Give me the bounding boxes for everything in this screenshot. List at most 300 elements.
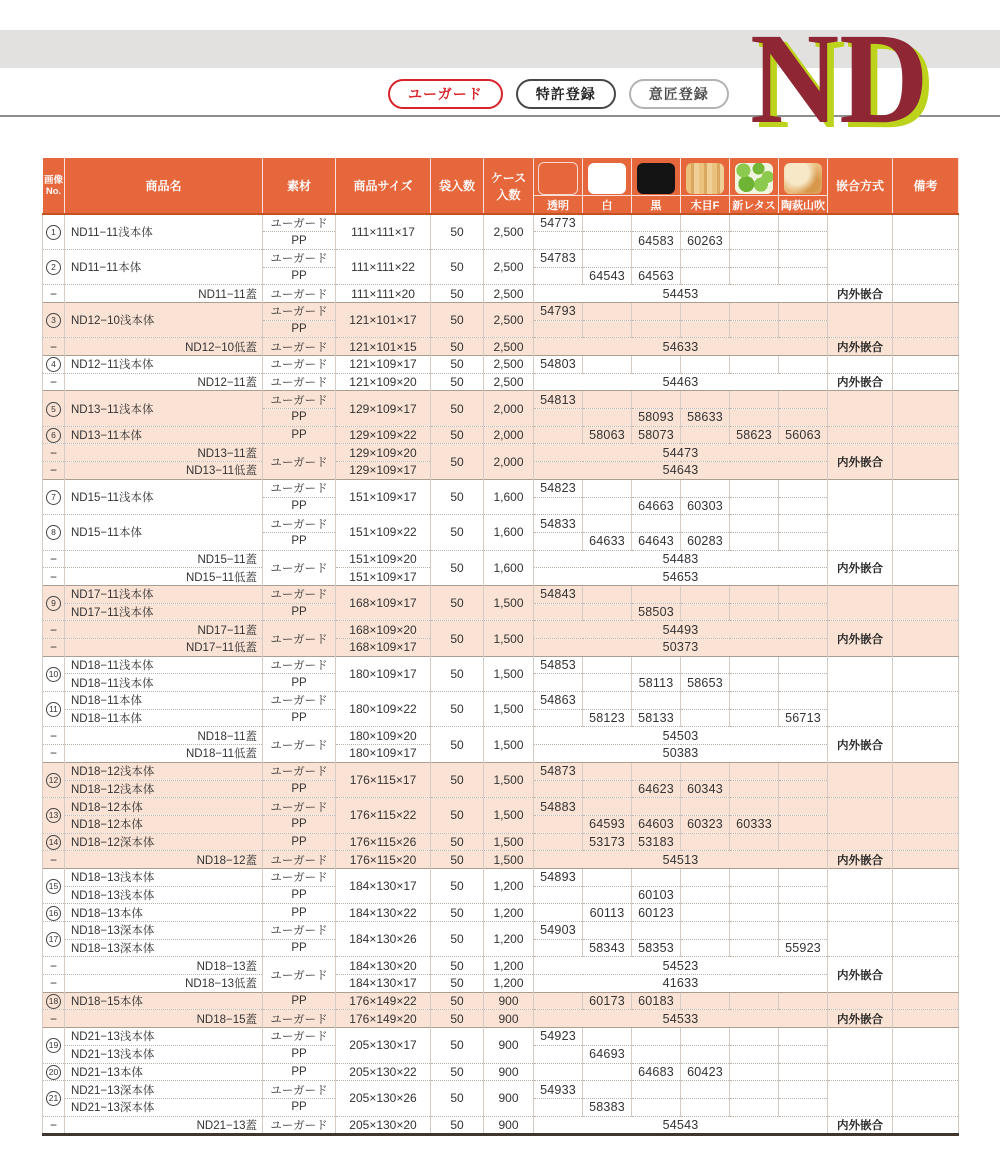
cell-note (893, 1063, 959, 1081)
image-no-circled: 14 (46, 835, 61, 850)
image-no-circled: 20 (46, 1065, 61, 1080)
cell-image-no (43, 868, 65, 903)
cell-code-shiro (583, 391, 632, 409)
cell-code-lettuce (730, 674, 779, 692)
image-no-circled: 4 (46, 357, 61, 372)
cell-material: PP (263, 267, 336, 285)
cell-size: 184×130×26 (336, 922, 431, 957)
image-no-circled: 3 (46, 313, 61, 328)
cell-size: 121×101×15 (336, 338, 431, 356)
cell-code-lettuce (730, 886, 779, 904)
cell-code-kuro (632, 1081, 681, 1099)
table-row (43, 479, 959, 497)
badge-group (388, 79, 729, 109)
cell-code-lettuce (730, 656, 779, 674)
cell-size: 184×130×20 (336, 957, 431, 975)
cell-material: ユーガード (263, 727, 336, 762)
cell-code-tomei (534, 320, 583, 338)
cell-fit (828, 1028, 893, 1063)
cell-note (893, 656, 959, 691)
table-row (43, 922, 959, 940)
cell-image-no (43, 356, 65, 374)
cell-bag-count: 50 (431, 1028, 484, 1063)
cell-material: ユーガード (263, 656, 336, 674)
table-row (43, 904, 959, 922)
cell-note (893, 1010, 959, 1028)
cell-material: PP (263, 709, 336, 727)
cell-code-tomei (534, 409, 583, 427)
cell-product-name: ND18−13浅本体 (65, 868, 263, 886)
cell-material: ユーガード (263, 479, 336, 497)
cell-code-kuro: 58073 (632, 426, 681, 444)
cell-note (893, 727, 959, 762)
cell-material: ユーガード (263, 957, 336, 992)
cell-code-mokume (681, 320, 730, 338)
cell-fit (828, 868, 893, 903)
cell-product-name: ND17−11浅本体 (65, 585, 263, 603)
table-row (43, 1010, 959, 1028)
image-no-circled: 1 (46, 225, 61, 240)
cell-code-shiro (583, 214, 632, 232)
cell-material: PP (263, 1098, 336, 1116)
cell-code-mokume (681, 1045, 730, 1063)
cell-code-yamabuki (779, 532, 828, 550)
cell-bag-count: 50 (431, 1010, 484, 1028)
cell-image-no (43, 798, 65, 833)
cell-note (893, 1116, 959, 1134)
cell-code-shiro (583, 603, 632, 621)
cell-note (893, 957, 959, 992)
cell-code-tomei: 54893 (534, 868, 583, 886)
cell-code-mokume (681, 356, 730, 374)
cell-code-lettuce (730, 214, 779, 232)
cell-code-mokume (681, 833, 730, 851)
cell-bag-count: 50 (431, 868, 484, 903)
cell-product-name: ND18−11低蓋 (65, 745, 263, 763)
cell-code-span: 54503 (534, 727, 828, 745)
cell-code-tomei (534, 532, 583, 550)
cell-case-count: 2,500 (484, 356, 534, 374)
cell-code-kuro (632, 762, 681, 780)
cell-code-shiro (583, 1028, 632, 1046)
cell-code-lettuce (730, 1081, 779, 1099)
cell-code-shiro: 58123 (583, 709, 632, 727)
cell-material: ユーガード (263, 338, 336, 356)
table-row (43, 214, 959, 232)
cell-code-kuro: 60103 (632, 886, 681, 904)
cell-case-count: 1,500 (484, 656, 534, 691)
col-header-product-name: 商品名 (65, 158, 263, 215)
cell-code-lettuce: 58623 (730, 426, 779, 444)
cell-product-name: ND18−13低蓋 (65, 975, 263, 993)
cell-code-mokume (681, 391, 730, 409)
cell-bag-count: 50 (431, 1081, 484, 1116)
cell-case-count: 2,000 (484, 391, 534, 426)
image-no-circled: 8 (46, 525, 61, 540)
cell-case-count: 900 (484, 1028, 534, 1063)
image-no-circled: 10 (46, 667, 61, 682)
cell-code-tomei: 54923 (534, 1028, 583, 1046)
table-row (43, 444, 959, 462)
cell-code-lettuce (730, 585, 779, 603)
cell-product-name: ND17−11蓋 (65, 621, 263, 639)
cell-material: ユーガード (263, 798, 336, 816)
cell-code-shiro (583, 585, 632, 603)
cell-bag-count: 50 (431, 904, 484, 922)
cell-code-yamabuki (779, 833, 828, 851)
cell-image-no (43, 904, 65, 922)
cell-fit (828, 692, 893, 727)
cell-code-lettuce (730, 1098, 779, 1116)
table-row (43, 391, 959, 409)
table-row (43, 727, 959, 745)
color-label-clear: 透明 (534, 196, 583, 215)
cell-code-span: 54473 (534, 444, 828, 462)
cell-code-tomei (534, 992, 583, 1010)
cell-bag-count: 50 (431, 1116, 484, 1134)
cell-size: 129×109×20 (336, 444, 431, 462)
cell-code-mokume (681, 585, 730, 603)
cell-code-mokume: 60423 (681, 1063, 730, 1081)
cell-code-yamabuki (779, 868, 828, 886)
cell-bag-count: 50 (431, 426, 484, 444)
cell-code-shiro (583, 798, 632, 816)
table-body (43, 214, 959, 1134)
cell-note (893, 585, 959, 620)
cell-product-name: ND18−11浅本体 (65, 674, 263, 692)
cell-code-mokume (681, 1098, 730, 1116)
cell-code-span: 54643 (534, 462, 828, 480)
cell-code-kuro: 64643 (632, 532, 681, 550)
cell-material: PP (263, 939, 336, 957)
cell-code-tomei (534, 426, 583, 444)
cell-code-tomei (534, 1045, 583, 1063)
cell-note (893, 550, 959, 585)
color-header-lettuce (730, 158, 779, 196)
cell-code-span: 54543 (534, 1116, 828, 1134)
cell-code-shiro (583, 692, 632, 710)
cell-case-count: 2,500 (484, 214, 534, 249)
yamabuki-swatch (784, 163, 822, 194)
cell-code-lettuce (730, 868, 779, 886)
cell-fit (828, 479, 893, 514)
cell-fit (828, 356, 893, 374)
cell-note (893, 373, 959, 391)
cell-size: 111×111×20 (336, 285, 431, 303)
cell-code-tomei (534, 815, 583, 833)
table-row (43, 515, 959, 533)
cell-image-no: − (43, 568, 65, 586)
cell-code-tomei (534, 267, 583, 285)
image-no-circled: 9 (46, 596, 61, 611)
cell-case-count: 1,500 (484, 762, 534, 797)
cell-code-yamabuki (779, 232, 828, 250)
cell-bag-count: 50 (431, 338, 484, 356)
cell-code-yamabuki (779, 1063, 828, 1081)
cell-code-yamabuki (779, 391, 828, 409)
cell-code-tomei: 54803 (534, 356, 583, 374)
cell-product-name: ND18−13蓋 (65, 957, 263, 975)
cell-size: 180×109×22 (336, 692, 431, 727)
cell-size: 176×115×20 (336, 851, 431, 869)
cell-image-no (43, 302, 65, 337)
table-row (43, 992, 959, 1010)
cell-code-yamabuki (779, 302, 828, 320)
cell-bag-count: 50 (431, 373, 484, 391)
cell-code-shiro: 60173 (583, 992, 632, 1010)
col-header-note: 備考 (893, 158, 959, 215)
cell-code-kuro (632, 356, 681, 374)
cell-material: ユーガード (263, 1116, 336, 1134)
cell-product-name: ND21−13本体 (65, 1063, 263, 1081)
cell-code-lettuce (730, 267, 779, 285)
cell-code-lettuce (730, 709, 779, 727)
cell-code-kuro (632, 922, 681, 940)
cell-material: ユーガード (263, 1010, 336, 1028)
cell-case-count: 1,600 (484, 515, 534, 550)
cell-note (893, 904, 959, 922)
cell-code-yamabuki (779, 267, 828, 285)
cell-product-name: ND18−13浅本体 (65, 886, 263, 904)
cell-product-name: ND13−11低蓋 (65, 462, 263, 480)
cell-size: 180×109×20 (336, 727, 431, 745)
cell-product-name: ND15−11本体 (65, 515, 263, 550)
cell-code-mokume (681, 709, 730, 727)
cell-code-tomei (534, 603, 583, 621)
cell-image-no: − (43, 1010, 65, 1028)
cell-code-yamabuki: 56063 (779, 426, 828, 444)
cell-code-tomei: 54843 (534, 585, 583, 603)
cell-size: 176×149×22 (336, 992, 431, 1010)
cell-note (893, 621, 959, 656)
cell-case-count: 900 (484, 1063, 534, 1081)
cell-fit (828, 922, 893, 957)
cell-code-span: 54533 (534, 1010, 828, 1028)
cell-code-shiro (583, 780, 632, 798)
cell-material: ユーガード (263, 302, 336, 320)
image-no-circled: 15 (46, 879, 61, 894)
cell-material: PP (263, 426, 336, 444)
series-logo: ND (750, 7, 929, 151)
cell-code-lettuce (730, 992, 779, 1010)
table-row (43, 426, 959, 444)
cell-size: 205×130×22 (336, 1063, 431, 1081)
cell-code-span: 54483 (534, 550, 828, 568)
cell-case-count: 2,500 (484, 338, 534, 356)
table-row (43, 692, 959, 710)
color-label-lettuce: 新レタス (730, 196, 779, 215)
cell-size: 121×109×17 (336, 356, 431, 374)
cell-product-name: ND18−12浅本体 (65, 762, 263, 780)
cell-code-shiro: 58063 (583, 426, 632, 444)
cell-code-tomei (534, 1098, 583, 1116)
image-no-circled: 19 (46, 1038, 61, 1053)
col-header-bag-count: 袋入数 (431, 158, 484, 215)
cell-note (893, 1028, 959, 1063)
cell-size: 176×149×20 (336, 1010, 431, 1028)
table-row (43, 975, 959, 993)
table-row (43, 868, 959, 886)
cell-image-no (43, 515, 65, 550)
cell-code-lettuce (730, 356, 779, 374)
cell-note (893, 338, 959, 356)
cell-code-yamabuki (779, 320, 828, 338)
cell-note (893, 285, 959, 303)
cell-code-tomei: 54933 (534, 1081, 583, 1099)
cell-case-count: 2,500 (484, 285, 534, 303)
cell-code-yamabuki (779, 409, 828, 427)
cell-material: ユーガード (263, 356, 336, 374)
cell-code-yamabuki (779, 1081, 828, 1099)
cell-note (893, 214, 959, 249)
cell-code-span: 54493 (534, 621, 828, 639)
cell-code-tomei (534, 232, 583, 250)
cell-material: ユーガード (263, 550, 336, 585)
cell-case-count: 1,200 (484, 904, 534, 922)
cell-image-no: − (43, 851, 65, 869)
cell-case-count: 2,000 (484, 426, 534, 444)
cell-bag-count: 50 (431, 550, 484, 585)
cell-case-count: 1,200 (484, 975, 534, 993)
cell-code-shiro: 64693 (583, 1045, 632, 1063)
cell-image-no: − (43, 550, 65, 568)
cell-code-shiro (583, 762, 632, 780)
cell-product-name: ND18−11本体 (65, 692, 263, 710)
cell-product-name: ND18−12蓋 (65, 851, 263, 869)
cell-product-name: ND13−11本体 (65, 426, 263, 444)
cell-material: ユーガード (263, 851, 336, 869)
cell-product-name: ND21−13深本体 (65, 1098, 263, 1116)
cell-code-lettuce (730, 302, 779, 320)
cell-material: ユーガード (263, 621, 336, 656)
cell-case-count: 1,500 (484, 621, 534, 656)
cell-size: 184×130×17 (336, 868, 431, 903)
cell-material: PP (263, 674, 336, 692)
cell-material: ユーガード (263, 391, 336, 409)
cell-code-kuro (632, 249, 681, 267)
cell-image-no (43, 426, 65, 444)
cell-image-no: − (43, 285, 65, 303)
image-no-circled: 13 (46, 808, 61, 823)
cell-image-no (43, 585, 65, 620)
cell-fit (828, 426, 893, 444)
cell-bag-count: 50 (431, 479, 484, 514)
cell-fit (828, 214, 893, 249)
cell-code-mokume (681, 939, 730, 957)
cell-material: ユーガード (263, 285, 336, 303)
cell-product-name: ND18−15本体 (65, 992, 263, 1010)
cell-code-lettuce (730, 249, 779, 267)
product-table-wrap (42, 157, 959, 1136)
cell-image-no: − (43, 1116, 65, 1134)
color-header-clear (534, 158, 583, 196)
cell-material: ユーガード (263, 868, 336, 886)
cell-code-mokume: 60263 (681, 232, 730, 250)
cell-case-count: 900 (484, 1081, 534, 1116)
cell-material: PP (263, 815, 336, 833)
cell-image-no (43, 214, 65, 249)
cell-code-kuro (632, 320, 681, 338)
woodgrain-swatch (686, 163, 724, 194)
cell-product-name: ND12−11浅本体 (65, 356, 263, 374)
cell-code-span: 54463 (534, 373, 828, 391)
cell-size: 168×109×17 (336, 639, 431, 657)
table-row (43, 585, 959, 603)
cell-code-shiro (583, 886, 632, 904)
table-row (43, 249, 959, 267)
cell-size: 151×109×17 (336, 479, 431, 514)
cell-bag-count: 50 (431, 851, 484, 869)
cell-material: PP (263, 1045, 336, 1063)
cell-fit: 内外嵌合 (828, 621, 893, 656)
cell-note (893, 851, 959, 869)
cell-code-span: 54523 (534, 957, 828, 975)
cell-fit (828, 762, 893, 797)
cell-bag-count: 50 (431, 444, 484, 479)
cell-code-yamabuki (779, 1098, 828, 1116)
cell-code-yamabuki (779, 1045, 828, 1063)
cell-bag-count: 50 (431, 992, 484, 1010)
cell-code-mokume: 60343 (681, 780, 730, 798)
black-swatch (637, 163, 675, 194)
cell-product-name: ND18−11蓋 (65, 727, 263, 745)
cell-code-shiro (583, 479, 632, 497)
cell-size: 151×109×22 (336, 515, 431, 550)
cell-bag-count: 50 (431, 391, 484, 426)
cell-fit (828, 515, 893, 550)
cell-code-lettuce (730, 532, 779, 550)
cell-fit: 内外嵌合 (828, 338, 893, 356)
cell-size: 151×109×20 (336, 550, 431, 568)
image-no-circled: 6 (46, 428, 61, 443)
cell-code-tomei (534, 709, 583, 727)
cell-bag-count: 50 (431, 356, 484, 374)
cell-product-name: ND11−11本体 (65, 249, 263, 284)
cell-image-no: − (43, 745, 65, 763)
cell-size: 180×109×17 (336, 656, 431, 691)
cell-code-tomei: 54883 (534, 798, 583, 816)
cell-code-kuro: 64603 (632, 815, 681, 833)
table-row (43, 1116, 959, 1134)
cell-size: 184×130×17 (336, 975, 431, 993)
badge-patent: 特許登録 (516, 79, 616, 109)
cell-size: 176×115×17 (336, 762, 431, 797)
cell-note (893, 798, 959, 833)
cell-code-kuro (632, 302, 681, 320)
cell-image-no: − (43, 639, 65, 657)
cell-image-no (43, 656, 65, 691)
cell-image-no: − (43, 444, 65, 462)
cell-image-no: − (43, 957, 65, 975)
cell-code-mokume (681, 992, 730, 1010)
badge-yugard: ユーガード (388, 79, 503, 109)
cell-product-name: ND21−13蓋 (65, 1116, 263, 1134)
table-row (43, 1081, 959, 1099)
cell-material: PP (263, 904, 336, 922)
cell-code-kuro (632, 515, 681, 533)
cell-code-yamabuki (779, 798, 828, 816)
cell-note (893, 426, 959, 444)
table-header-row (43, 158, 959, 196)
cell-size: 111×111×22 (336, 249, 431, 284)
cell-material: PP (263, 780, 336, 798)
cell-size: 205×130×26 (336, 1081, 431, 1116)
cell-product-name: ND21−13深本体 (65, 1081, 263, 1099)
cell-code-tomei (534, 780, 583, 798)
cell-code-mokume (681, 302, 730, 320)
cell-code-shiro (583, 232, 632, 250)
cell-code-kuro: 64623 (632, 780, 681, 798)
